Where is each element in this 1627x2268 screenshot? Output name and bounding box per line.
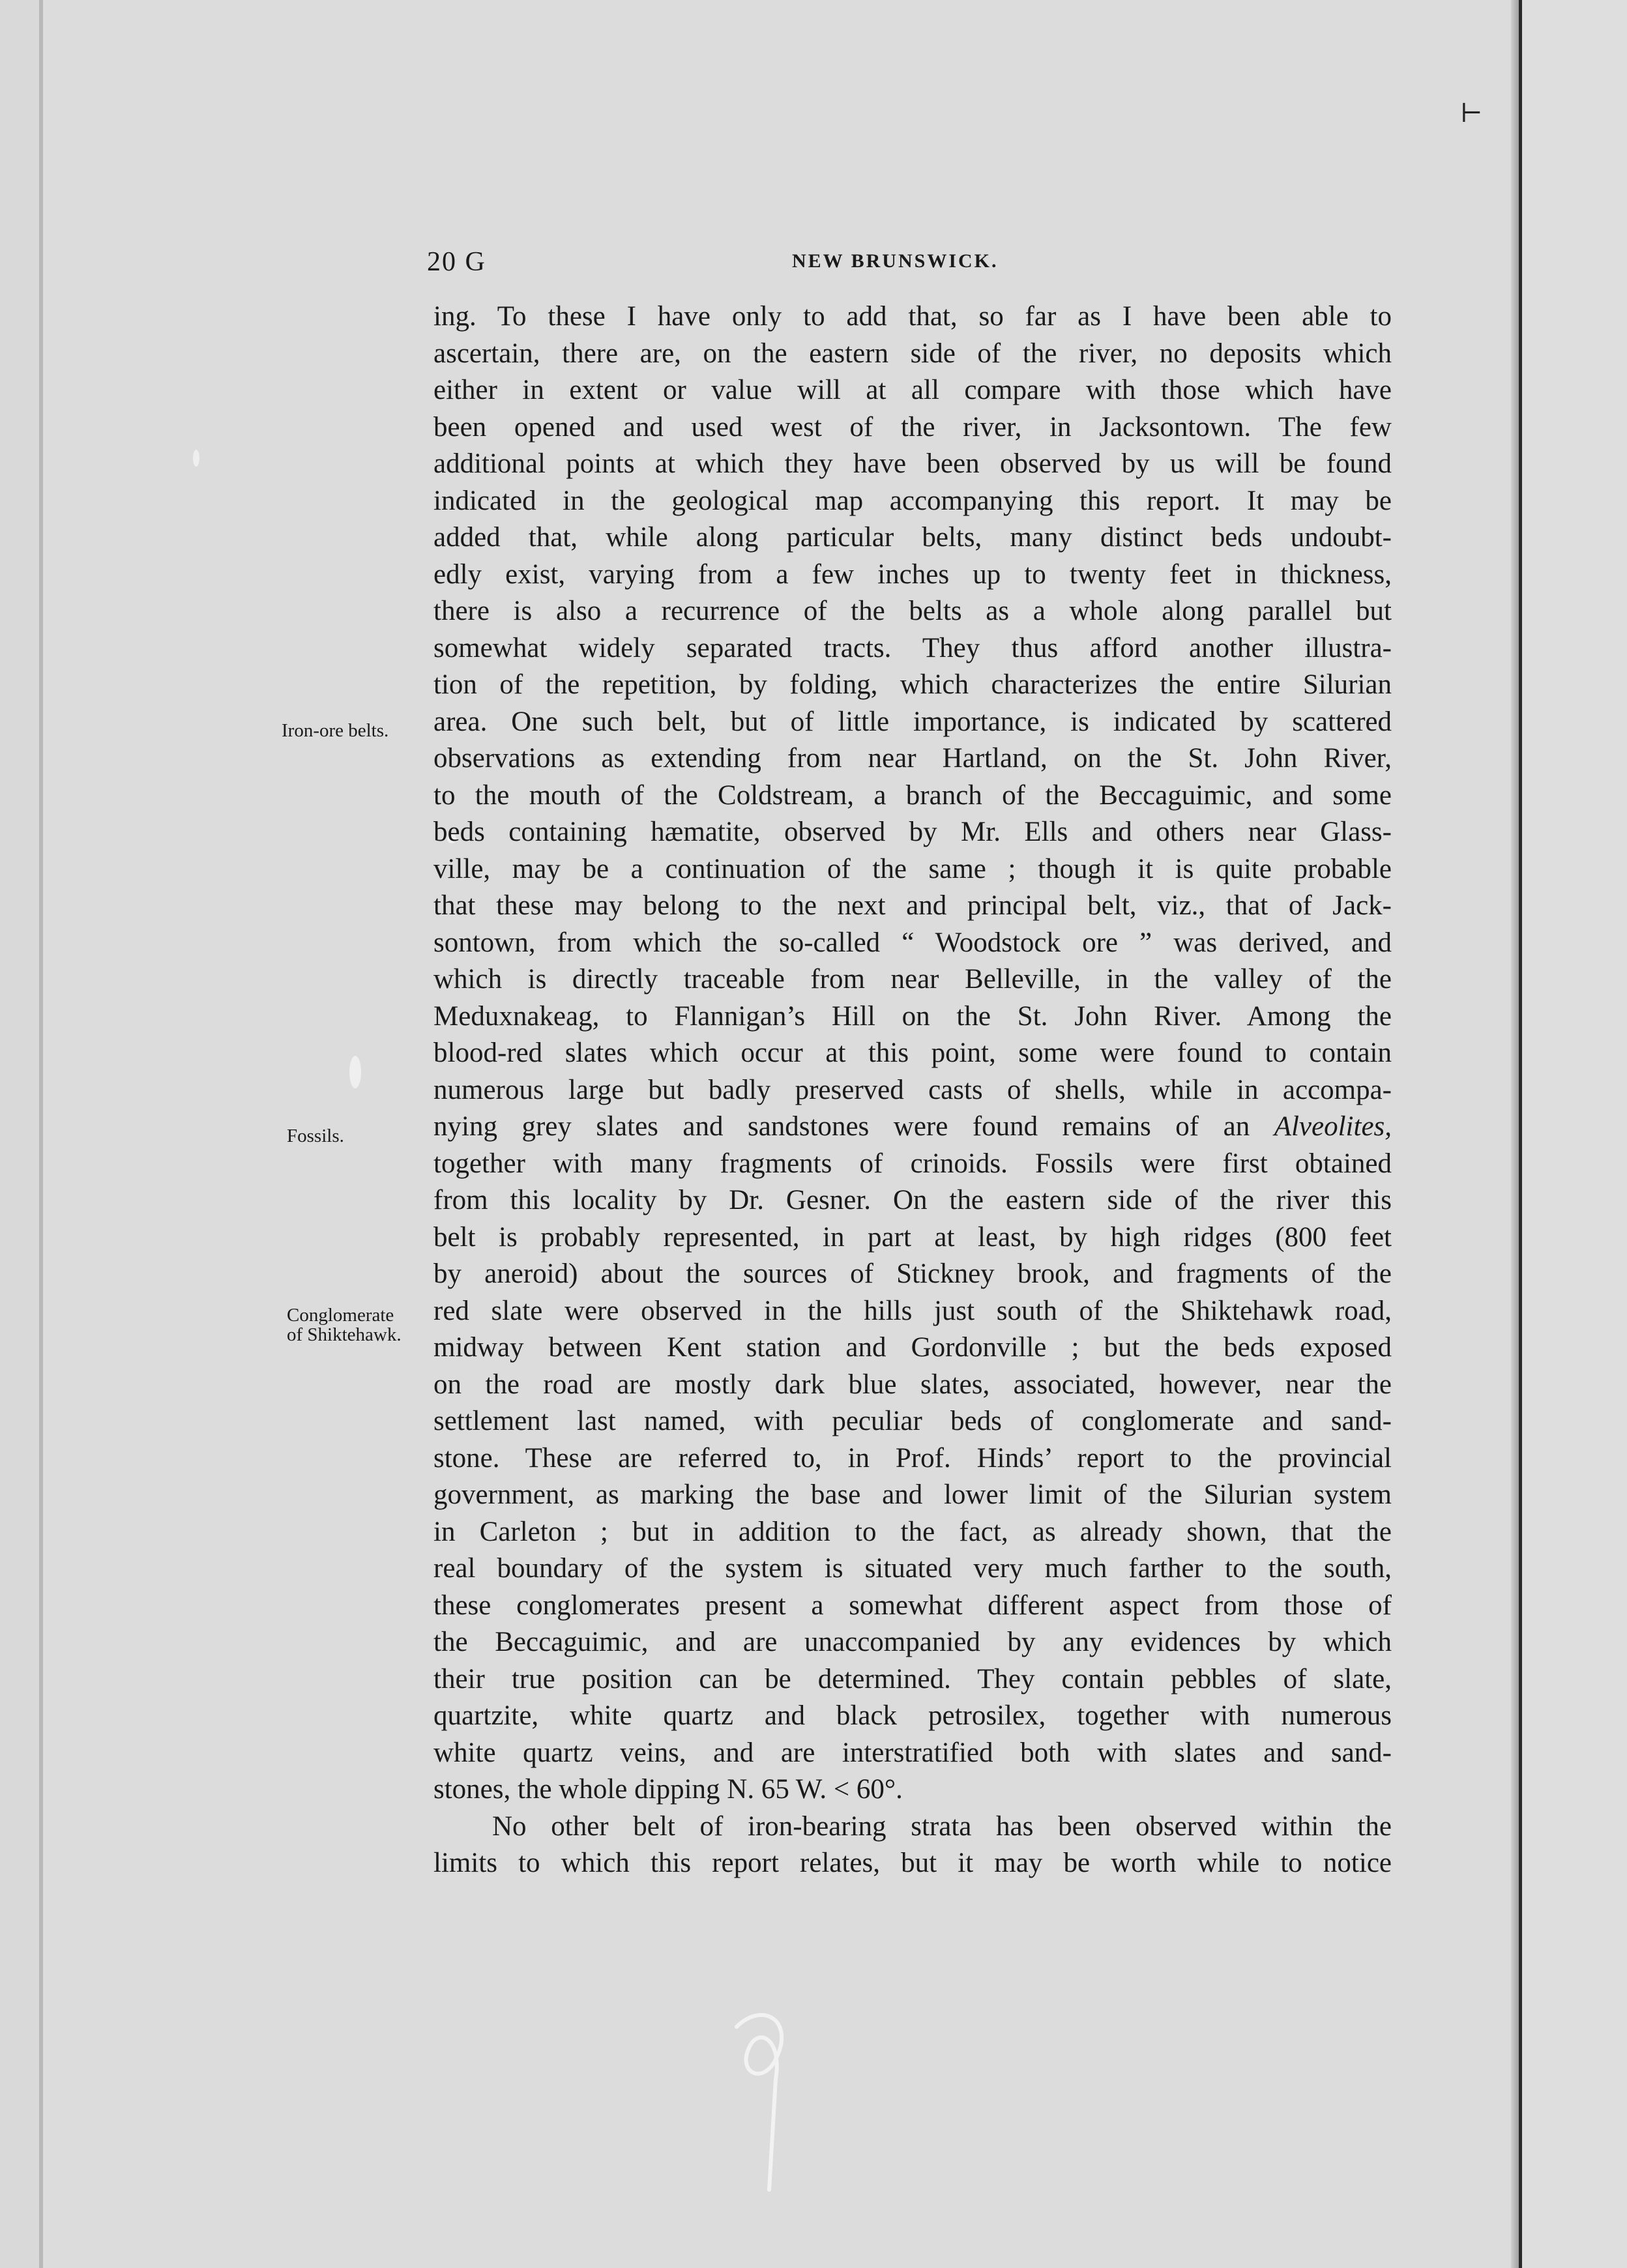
sidenote-iron-ore-belts: Iron-ore belts.: [282, 720, 389, 741]
text-line: white quartz veins, and are interstratified both with slates and sand-: [433, 1737, 1392, 1768]
text-line: from this locality by Dr. Gesner. On the eastern side of the river this: [433, 1185, 1392, 1215]
sidenote-fossils: Fossils.: [287, 1126, 344, 1146]
text-line: the Beccaguimic, and are unaccompanied by any evidences by which: [433, 1627, 1392, 1657]
running-title: NEW BRUNSWICK.: [792, 250, 999, 272]
text-line: somewhat widely separated tracts. They thus afford another illustra-: [433, 632, 1392, 663]
edge-tick-icon: ⊢: [1460, 98, 1483, 128]
text-line: area. One such belt, but of little importance, is indicated by scattered: [433, 706, 1392, 737]
text-line: added that, while along particular belts, many distinct beds undoubt-: [433, 522, 1392, 553]
text-line: that these may belong to the next and principal belt, viz., that of Jack-: [433, 890, 1392, 921]
text-line: numerous large but badly preserved casts of shells, while in accompa-: [433, 1074, 1392, 1105]
text-line: on the road are mostly dark blue slates, associated, however, near the: [433, 1369, 1392, 1400]
text-line: edly exist, varying from a few inches up to twenty feet in thickness,: [433, 559, 1392, 590]
text-line: been opened and used west of the river, in Jacksontown. The few: [433, 411, 1392, 443]
text-line: limits to which this report relates, but it may be worth while to notice: [433, 1848, 1392, 1878]
body-text: [433, 298, 1392, 1882]
sidenote-conglomerate: [287, 1305, 402, 1345]
text-line: by aneroid) about the sources of Stickney brook, and fragments of the: [433, 1258, 1392, 1289]
text-line: Meduxnakeag, to Flannigan’s Hill on the St. John River. Among the: [433, 1000, 1392, 1032]
text-line: tion of the repetition, by folding, which characterizes the entire Silurian: [433, 669, 1392, 700]
page-number: 20 G: [427, 247, 486, 277]
text-line: either in extent or value will at all compare with those which have: [433, 375, 1392, 405]
text-line: in Carleton ; but in addition to the fact, as already shown, that the: [433, 1516, 1392, 1547]
text-line: beds containing hæmatite, observed by Mr. Ells and others near Glass-: [433, 817, 1392, 847]
text-line: quartzite, white quartz and black petrosilex, together with numerous: [433, 1700, 1392, 1731]
text-line: ville, may be a continuation of the same ; though it is quite probable: [433, 853, 1392, 884]
text-line: together with many fragments of crinoids. Fossils were first obtained: [433, 1148, 1392, 1179]
sidenote-conglomerate-line1: Conglomerate: [287, 1305, 394, 1326]
text-line: there is also a recurrence of the belts as a whole along parallel but: [433, 596, 1392, 626]
text-line: settlement last named, with peculiar beds of conglomerate and sand-: [433, 1406, 1392, 1436]
page-blemish: [349, 1056, 361, 1088]
text-line-with-italic: [433, 1109, 1392, 1146]
text-line: additional points at which they have been observed by us will be found: [433, 448, 1392, 479]
text-line: their true position can be determined. They contain pebbles of slate,: [433, 1663, 1392, 1694]
text-line: indicated in the geological map accompanying this report. It may be: [433, 485, 1392, 516]
text-line: which is directly traceable from near Belleville, in the valley of the: [433, 964, 1392, 995]
text-fragment: nying grey slates and sandstones were found remains of an: [433, 1111, 1250, 1142]
page-blemish: [193, 450, 199, 467]
italic-genus-name: Alveolites,: [1274, 1111, 1392, 1142]
text-line: midway between Kent station and Gordonville ; but the beds exposed: [433, 1332, 1392, 1363]
text-line: blood-red slates which occur at this point, some were found to contain: [433, 1038, 1392, 1068]
text-line: these conglomerates present a somewhat different aspect from those of: [433, 1590, 1392, 1621]
text-line: real boundary of the system is situated very much farther to the south,: [433, 1553, 1392, 1584]
text-line-paragraph-start: No other belt of iron-bearing strata has been observed within the: [492, 1810, 1392, 1842]
text-line: observations as extending from near Hartland, on the St. John River,: [433, 743, 1392, 774]
text-line: belt is probably represented, in part at least, by high ridges (800 feet: [433, 1221, 1392, 1253]
next-page-edge: [1519, 0, 1627, 2268]
running-head: [427, 246, 1385, 285]
text-line: ing. To these I have only to add that, so far as I have been able to: [433, 301, 1392, 332]
text-line: to the mouth of the Coldstream, a branch of the Beccaguimic, and some: [433, 779, 1392, 811]
pencil-mark-icon: [724, 2001, 802, 2196]
text-line: sontown, from which the so-called “ Woodstock ore ” was derived, and: [433, 927, 1392, 958]
text-line-paragraph-end: stones, the whole dipping N. 65 W. < 60°.: [433, 1774, 903, 1805]
text-line: ascertain, there are, on the eastern side of the river, no deposits which: [433, 338, 1392, 369]
text-line: red slate were observed in the hills just south of the Shiktehawk road,: [433, 1295, 1392, 1326]
sidenote-conglomerate-line2: of Shiktehawk.: [287, 1324, 402, 1345]
text-line: government, as marking the base and lower limit of the Silurian system: [433, 1479, 1392, 1510]
text-line: stone. These are referred to, in Prof. Hinds’ report to the provincial: [433, 1442, 1392, 1474]
